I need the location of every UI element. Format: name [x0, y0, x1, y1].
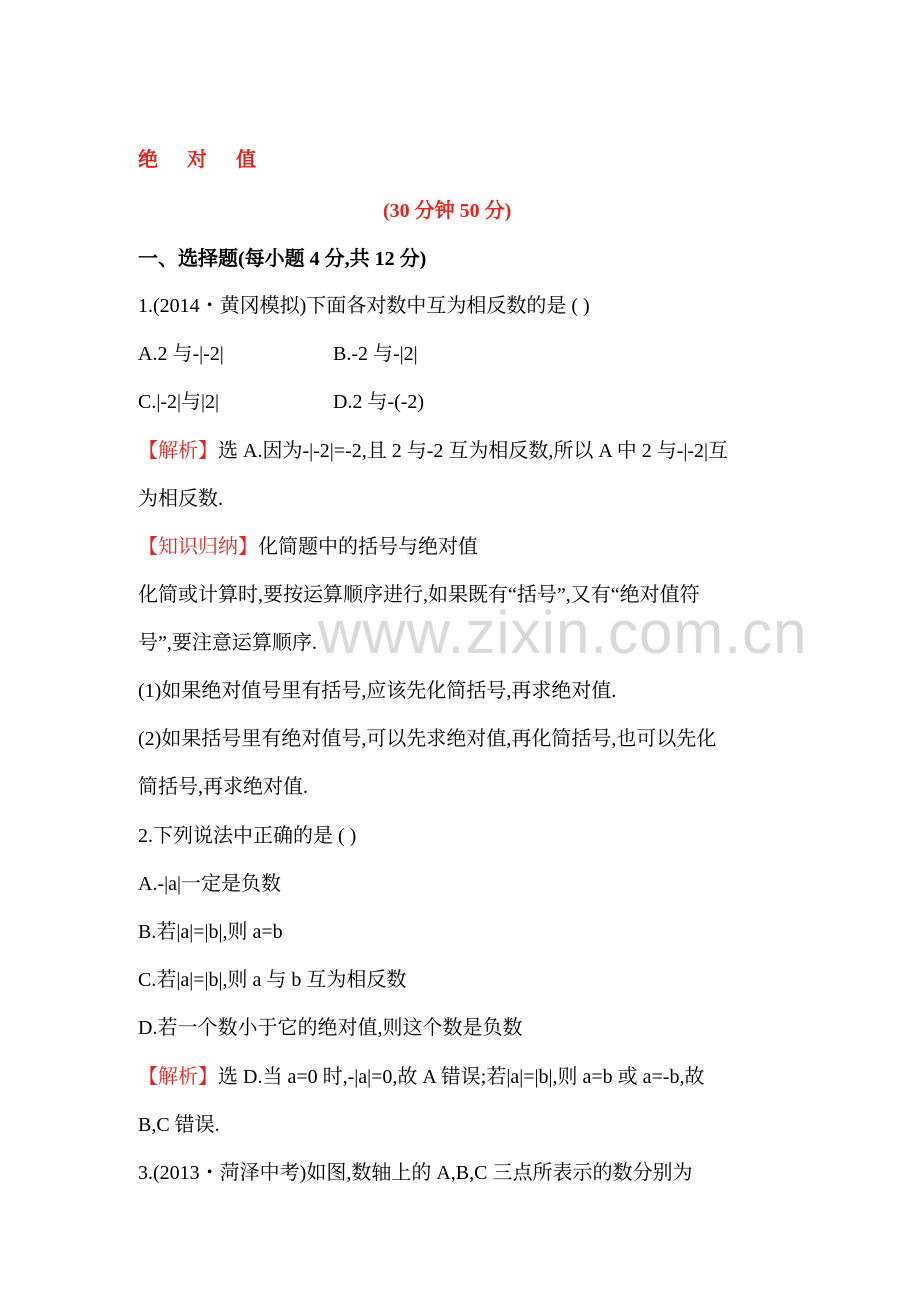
q3-stem: 3.(2013・菏泽中考)如图,数轴上的 A,B,C 三点所表示的数分别为: [138, 1162, 693, 1184]
q2-analysis-line1: [138, 1063, 704, 1091]
knowledge-line5: 简括号,再求绝对值.: [138, 776, 308, 798]
analysis-tag: 【解析】: [138, 440, 218, 462]
q2-option-d: D.若一个数小于它的绝对值,则这个数是负数: [138, 1017, 523, 1039]
time-score-subtitle: (30 分钟 50 分): [383, 200, 512, 222]
q2-option-b: B.若|a|=|b|,则 a=b: [138, 921, 283, 943]
knowledge-heading: [138, 533, 478, 561]
knowledge-line3: (1)如果绝对值号里有括号,应该先化简括号,再求绝对值.: [138, 680, 617, 702]
q2-option-a: A.-|a|一定是负数: [138, 873, 281, 895]
q2-analysis-line2: B,C 错误.: [138, 1114, 220, 1136]
q1-option-b: B.-2 与-|2|: [333, 343, 418, 365]
q1-analysis-line2: 为相反数.: [138, 488, 223, 510]
q1-analysis-text: 选 A.因为-|-2|=-2,且 2 与-2 互为相反数,所以 A 中 2 与-|-2|互: [218, 440, 729, 462]
knowledge-line4: (2)如果括号里有绝对值号,可以先求绝对值,再化简括号,也可以先化: [138, 728, 717, 750]
q2-stem: 2.下列说法中正确的是 ( ): [138, 825, 357, 847]
knowledge-line2: 号”,要注意运算顺序.: [138, 632, 317, 654]
q1-stem: 1.(2014・黄冈模拟)下面各对数中互为相反数的是 ( ): [138, 295, 590, 317]
q1-options-row1: [138, 340, 418, 368]
knowledge-title: 化简题中的括号与绝对值: [258, 536, 478, 558]
q1-option-c: C.|-2|与|2|: [138, 391, 220, 413]
q1-option-d: D.2 与-(-2): [333, 391, 425, 413]
knowledge-tag: 【知识归纳】: [138, 536, 258, 558]
q1-options-row2: [138, 388, 425, 416]
analysis-tag: 【解析】: [138, 1066, 218, 1088]
watermark: www.zixin.com.cn: [318, 599, 808, 666]
section-heading: 一、选择题(每小题 4 分,共 12 分): [138, 248, 427, 270]
q1-analysis-line1: [138, 437, 728, 465]
q2-option-c: C.若|a|=|b|,则 a 与 b 互为相反数: [138, 969, 407, 991]
knowledge-line1: 化简或计算时,要按运算顺序进行,如果既有“括号”,又有“绝对值符: [138, 584, 700, 606]
q2-analysis-text: 选 D.当 a=0 时,-|a|=0,故 A 错误;若|a|=|b|,则 a=b 或 a=-b,故: [218, 1066, 705, 1088]
page-title: 绝 对 值: [138, 149, 268, 171]
q1-option-a: A.2 与-|-2|: [138, 343, 224, 365]
